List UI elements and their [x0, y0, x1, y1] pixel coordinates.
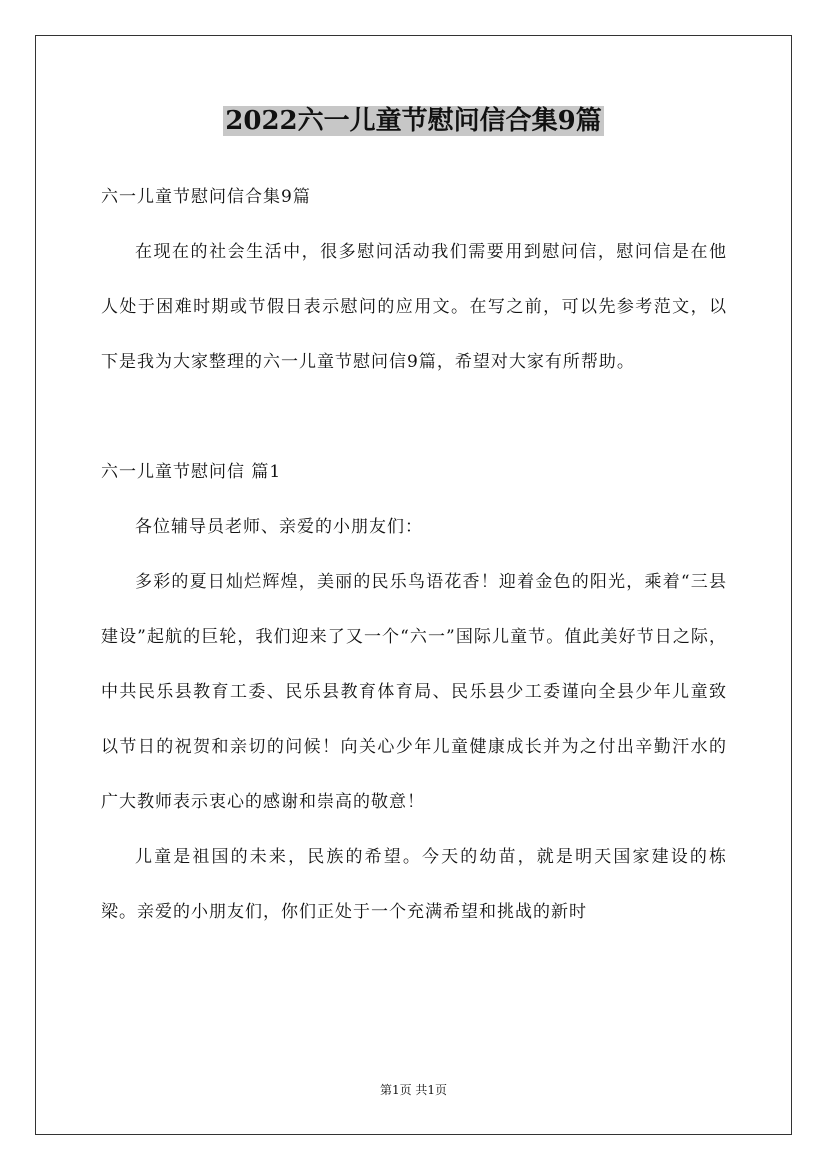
- page-footer: 第1页 共1页: [379, 1083, 448, 1097]
- body-paragraph: 多彩的夏日灿烂辉煌，美丽的民乐鸟语花香！迎着金色的阳光，乘着“三县建设”起航的巨轮，我们迎来了又一个“六一”国际儿童节。值此美好节日之际，中共民乐县教育工委、民乐县教育体育局、民乐县少工委谨向全县少年儿童致以节日的祝贺和亲切的问候！向关心少年儿童健康成长并为之付出辛勤汗水的广大教师表示衷心的感谢和崇高的敬意！: [101, 572, 727, 812]
- document-title: [0, 100, 827, 142]
- body-paragraph: 儿童是祖国的未来，民族的希望。今天的幼苗，就是明天国家建设的栋梁。亲爱的小朋友们，你们正处于一个充满希望和挑战的新时: [101, 847, 727, 922]
- intro-paragraph: 在现在的社会生活中，很多慰问活动我们需要用到慰问信，慰问信是在他人处于困难时期或节假日表示慰问的应用文。在写之前，可以先参考范文，以下是我为大家整理的六一儿童节慰问信9篇，希望对大家有所帮助。: [101, 242, 727, 372]
- document-body: [101, 170, 727, 940]
- document-title-text: 2022六一儿童节慰问信合集9篇: [225, 106, 602, 136]
- section-spacer: [101, 390, 727, 445]
- document-subtitle: 六一儿童节慰问信合集9篇: [101, 187, 311, 207]
- section-heading: 六一儿童节慰问信 篇1: [101, 462, 282, 482]
- greeting-line: 各位辅导员老师、亲爱的小朋友们：: [135, 517, 423, 537]
